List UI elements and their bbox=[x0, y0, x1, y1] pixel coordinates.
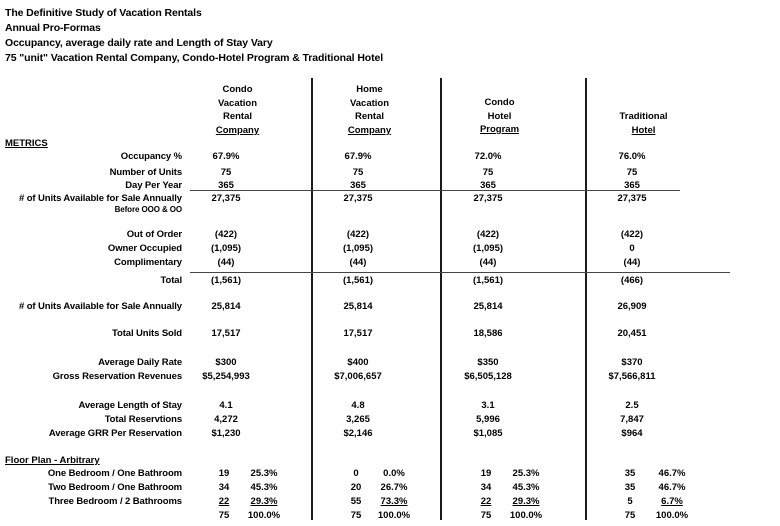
row-percent: 25.3% bbox=[512, 468, 540, 479]
title-line-4: 75 "unit" Vacation Rental Company, Condo-Hotel Program & Traditional Hotel bbox=[5, 52, 384, 64]
row-label: Two Bedroom / One Bathroom bbox=[48, 482, 182, 493]
row-value: 3.1 bbox=[481, 400, 495, 411]
row-count: 35 bbox=[624, 468, 636, 479]
row-value: (1,095) bbox=[342, 243, 374, 254]
row-count: 22 bbox=[218, 496, 230, 507]
column-header-line: Vacation bbox=[217, 97, 258, 109]
column-header-line: Traditional bbox=[619, 111, 668, 122]
row-value: 4.8 bbox=[351, 400, 365, 411]
row-value: 365 bbox=[350, 180, 366, 191]
table-row-total-deductions bbox=[0, 275, 780, 291]
row-label: # of Units Available for Sale Annually bbox=[18, 301, 182, 312]
row-value: 25,814 bbox=[211, 301, 241, 312]
row-count: 19 bbox=[218, 468, 230, 479]
row-value: 27,375 bbox=[343, 193, 373, 204]
row-value: 27,375 bbox=[617, 193, 647, 204]
table-row-before-ooo-oo-note bbox=[0, 205, 780, 221]
column-header-condo-vacation-rental-company bbox=[190, 83, 285, 137]
row-count: 34 bbox=[218, 482, 230, 493]
row-value: 26,909 bbox=[617, 301, 647, 312]
row-percent: 45.3% bbox=[250, 482, 278, 493]
row-value: (44) bbox=[479, 257, 497, 268]
column-divider-3 bbox=[585, 78, 587, 520]
row-count: 0 bbox=[353, 468, 359, 479]
row-value: 75 bbox=[220, 167, 232, 178]
row-percent: 45.3% bbox=[512, 482, 540, 493]
row-value: 17,517 bbox=[343, 328, 373, 339]
column-header-line: Condo bbox=[222, 84, 253, 95]
table-row-floor-plan-total bbox=[0, 510, 780, 526]
table-row-gross-reservation-revenues bbox=[0, 371, 780, 387]
row-count: 55 bbox=[350, 496, 362, 507]
row-value: 7,847 bbox=[620, 414, 644, 425]
row-value: 5,996 bbox=[476, 414, 500, 425]
row-value: (422) bbox=[620, 229, 644, 240]
row-value: (1,561) bbox=[342, 275, 374, 286]
column-header-line-underlined: Hotel bbox=[631, 124, 656, 136]
row-label: One Bedroom / One Bathroom bbox=[47, 468, 182, 479]
row-value: 4.1 bbox=[219, 400, 233, 411]
table-row-total-units-sold bbox=[0, 328, 780, 344]
row-count: 22 bbox=[480, 496, 492, 507]
column-header-traditional-hotel bbox=[596, 110, 691, 137]
row-percent: 73.3% bbox=[380, 496, 408, 507]
row-value: 27,375 bbox=[211, 193, 241, 204]
table-row-average-grr-per-reservation bbox=[0, 428, 780, 444]
row-value: 72.0% bbox=[474, 151, 502, 162]
row-value: 365 bbox=[624, 180, 640, 191]
row-value: $6,505,128 bbox=[464, 371, 512, 382]
row-value: 75 bbox=[482, 167, 494, 178]
row-count: 75 bbox=[218, 510, 230, 521]
row-value: 20,451 bbox=[617, 328, 647, 339]
row-value: 17,517 bbox=[211, 328, 241, 339]
column-header-line-underlined: Program bbox=[479, 124, 520, 135]
row-value: $2,146 bbox=[343, 428, 373, 439]
row-count: 75 bbox=[624, 510, 636, 521]
row-value: (422) bbox=[214, 229, 238, 240]
column-header-line: Rental bbox=[222, 111, 253, 122]
row-value: $964 bbox=[621, 428, 643, 439]
row-percent: 0.0% bbox=[383, 468, 405, 479]
row-label: # of Units Available for Sale Annually bbox=[18, 193, 182, 204]
section-label-metrics: METRICS bbox=[5, 138, 48, 149]
row-value: (44) bbox=[349, 257, 367, 268]
title-line-3: Occupancy, average daily rate and Length of Stay Vary bbox=[5, 37, 273, 49]
row-count: 5 bbox=[627, 496, 633, 507]
row-value: 365 bbox=[480, 180, 496, 191]
row-label: Total bbox=[160, 275, 182, 286]
row-value: 25,814 bbox=[473, 301, 503, 312]
row-value: $5,254,993 bbox=[202, 371, 250, 382]
row-percent: 25.3% bbox=[250, 468, 278, 479]
row-percent: 100.0% bbox=[377, 510, 411, 521]
column-divider-2 bbox=[440, 78, 442, 520]
row-value: 76.0% bbox=[618, 151, 646, 162]
row-value: 0 bbox=[629, 243, 635, 254]
row-percent: 26.7% bbox=[380, 482, 408, 493]
row-value: $350 bbox=[477, 357, 499, 368]
row-value: 4,272 bbox=[214, 414, 238, 425]
row-value: $1,230 bbox=[211, 428, 241, 439]
row-value: $300 bbox=[215, 357, 237, 368]
row-label: Total Reservtions bbox=[104, 414, 182, 425]
row-label: Out of Order bbox=[126, 229, 182, 240]
title-line-1: The Definitive Study of Vacation Rentals bbox=[5, 7, 202, 19]
row-label: Average Daily Rate bbox=[98, 357, 182, 368]
row-percent: 46.7% bbox=[658, 468, 686, 479]
column-divider-1 bbox=[311, 78, 313, 520]
row-value: 2.5 bbox=[625, 400, 639, 411]
row-percent: 100.0% bbox=[247, 510, 281, 521]
row-value: (1,561) bbox=[210, 275, 242, 286]
row-value: $1,085 bbox=[473, 428, 503, 439]
row-value: $370 bbox=[621, 357, 643, 368]
row-percent: 46.7% bbox=[658, 482, 686, 493]
row-percent: 100.0% bbox=[509, 510, 543, 521]
row-count: 35 bbox=[624, 482, 636, 493]
column-header-line-underlined: Company bbox=[215, 124, 260, 136]
row-count: 75 bbox=[350, 510, 362, 521]
row-label: Average Length of Stay bbox=[78, 400, 182, 411]
row-value: (1,561) bbox=[472, 275, 504, 286]
row-label: Number of Units bbox=[109, 167, 182, 178]
row-percent: 29.3% bbox=[512, 496, 540, 507]
row-value: $400 bbox=[347, 357, 369, 368]
row-label: Occupancy % bbox=[120, 151, 182, 162]
row-percent: 29.3% bbox=[250, 496, 278, 507]
row-count: 34 bbox=[480, 482, 492, 493]
column-header-line: Rental bbox=[354, 111, 385, 122]
row-value: (44) bbox=[217, 257, 235, 268]
row-value: 67.9% bbox=[212, 151, 240, 162]
row-count: 19 bbox=[480, 468, 492, 479]
row-label: Day Per Year bbox=[125, 180, 182, 191]
row-value: 75 bbox=[352, 167, 364, 178]
table-row-occupancy bbox=[0, 151, 780, 167]
table-row-units-available-net bbox=[0, 301, 780, 317]
section-label-floor-plan: Floor Plan - Arbitrary bbox=[5, 455, 100, 466]
row-label: Owner Occupied bbox=[107, 243, 182, 254]
column-header-home-vacation-rental-company bbox=[322, 83, 417, 137]
column-header-line: Hotel bbox=[487, 110, 512, 122]
row-value: 3,265 bbox=[346, 414, 370, 425]
row-label: Complimentary bbox=[114, 257, 182, 268]
row-value: (1,095) bbox=[210, 243, 242, 254]
row-value: 365 bbox=[218, 180, 234, 191]
row-value: (422) bbox=[476, 229, 500, 240]
row-label-note: Before OOO & OO bbox=[114, 205, 182, 214]
row-value: $7,006,657 bbox=[334, 371, 382, 382]
row-value: $7,566,811 bbox=[608, 371, 656, 382]
column-header-line: Vacation bbox=[349, 97, 390, 109]
column-header-line-underlined: Company bbox=[347, 124, 392, 136]
row-label: Average GRR Per Reservation bbox=[48, 428, 182, 439]
row-value: 67.9% bbox=[344, 151, 372, 162]
row-count: 75 bbox=[480, 510, 492, 521]
row-percent: 6.7% bbox=[661, 496, 683, 507]
row-value: (466) bbox=[620, 275, 644, 286]
row-value: 27,375 bbox=[473, 193, 503, 204]
row-percent: 100.0% bbox=[655, 510, 689, 521]
title-line-2: Annual Pro-Formas bbox=[5, 22, 101, 34]
row-value: 75 bbox=[626, 167, 638, 178]
row-value: 25,814 bbox=[343, 301, 373, 312]
row-value: (1,095) bbox=[472, 243, 504, 254]
column-header-line: Condo bbox=[484, 97, 515, 108]
row-count: 20 bbox=[350, 482, 362, 493]
row-label: Gross Reservation Revenues bbox=[52, 371, 182, 382]
row-value: 18,586 bbox=[473, 328, 503, 339]
column-header-line: Home bbox=[356, 84, 383, 95]
row-label: Total Units Sold bbox=[112, 328, 182, 339]
column-header-condo-hotel-program bbox=[452, 96, 547, 137]
table-row-complimentary bbox=[0, 257, 780, 273]
row-value: (422) bbox=[346, 229, 370, 240]
row-value: (44) bbox=[623, 257, 641, 268]
row-label: Three Bedroom / 2 Bathrooms bbox=[48, 496, 182, 507]
